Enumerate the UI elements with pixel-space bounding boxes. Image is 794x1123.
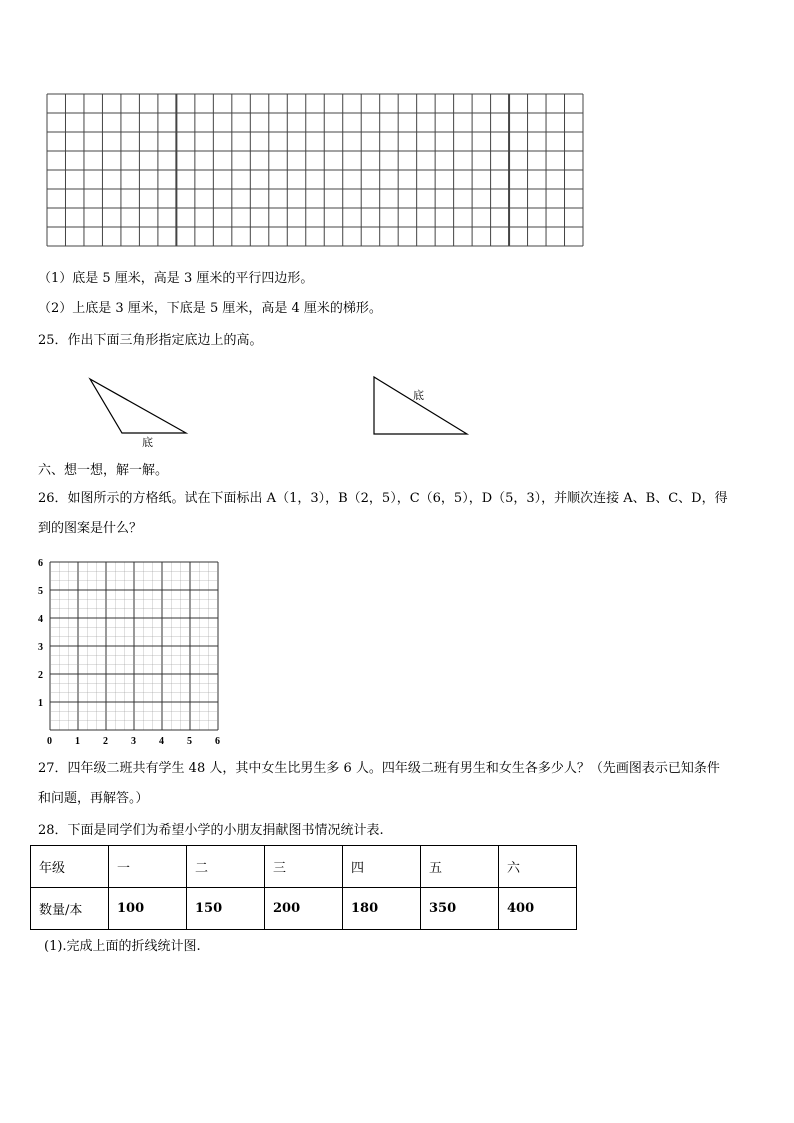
table-cell-value-1: 100 xyxy=(109,888,187,930)
y-tick-label: 1 xyxy=(38,698,43,709)
table-cell-grade-6: 六 xyxy=(499,846,577,888)
section6-title: 六、想一想，解一解。 xyxy=(38,463,169,478)
table-cell-grade-4: 四 xyxy=(343,846,421,888)
q25-text: 25．作出下面三角形指定底边上的高。 xyxy=(38,333,263,348)
q24-item1: （1）底是 5 厘米，高是 3 厘米的平行四边形。 xyxy=(38,271,314,286)
table-cell-header-label: 年级 xyxy=(31,846,109,888)
table-row-values xyxy=(31,888,577,930)
x-tick-label: 0 xyxy=(47,736,52,744)
q28-sub1: (1).完成上面的折线统计图. xyxy=(44,939,201,954)
table-cell-value-6: 400 xyxy=(499,888,577,930)
triangle-left-base-label: 底 xyxy=(142,436,153,449)
triangle-right xyxy=(368,372,472,440)
y-tick-label: 2 xyxy=(38,670,43,681)
y-tick-label: 4 xyxy=(38,614,43,625)
q26-line1: 26．如图所示的方格纸。试在下面标出 A（1，3），B（2，5），C（6，5），D（5，3），并顺次连接 A、B、C、D，得 xyxy=(38,491,728,506)
table-cell-value-2: 150 xyxy=(187,888,265,930)
grid-paper-top xyxy=(45,92,585,248)
x-tick-label: 3 xyxy=(131,736,136,744)
triangle-left xyxy=(85,375,195,445)
table-cell-value-4: 180 xyxy=(343,888,421,930)
x-tick-label: 6 xyxy=(215,736,220,744)
coordinate-grid xyxy=(34,556,226,744)
q27-line1: 27．四年级二班共有学生 48 人，其中女生比男生多 6 人。四年级二班有男生和女生各多少人？（先画图表示已知条件 xyxy=(38,761,720,776)
x-tick-label: 1 xyxy=(75,736,80,744)
table-cell-row-label: 数量/本 xyxy=(31,888,109,930)
x-tick-label: 2 xyxy=(103,736,108,744)
table-cell-grade-5: 五 xyxy=(421,846,499,888)
triangle-right-base-label: 底 xyxy=(413,389,424,402)
y-tick-label: 3 xyxy=(38,642,43,653)
y-tick-label: 6 xyxy=(38,558,43,569)
q24-item2: （2）上底是 3 厘米，下底是 5 厘米，高是 4 厘米的梯形。 xyxy=(38,301,382,316)
table-cell-grade-2: 二 xyxy=(187,846,265,888)
stats-table xyxy=(30,845,577,930)
q26-line2: 到的图案是什么？ xyxy=(38,521,143,536)
table-cell-grade-1: 一 xyxy=(109,846,187,888)
table-row-header xyxy=(31,846,577,888)
table-cell-value-3: 200 xyxy=(265,888,343,930)
q27-line2: 和问题，再解答。） xyxy=(38,791,149,806)
table-cell-grade-3: 三 xyxy=(265,846,343,888)
x-tick-label: 4 xyxy=(159,736,164,744)
q28-text: 28．下面是同学们为希望小学的小朋友捐献图书情况统计表. xyxy=(38,823,384,838)
y-tick-label: 5 xyxy=(38,586,43,597)
x-tick-label: 5 xyxy=(187,736,192,744)
table-cell-value-5: 350 xyxy=(421,888,499,930)
